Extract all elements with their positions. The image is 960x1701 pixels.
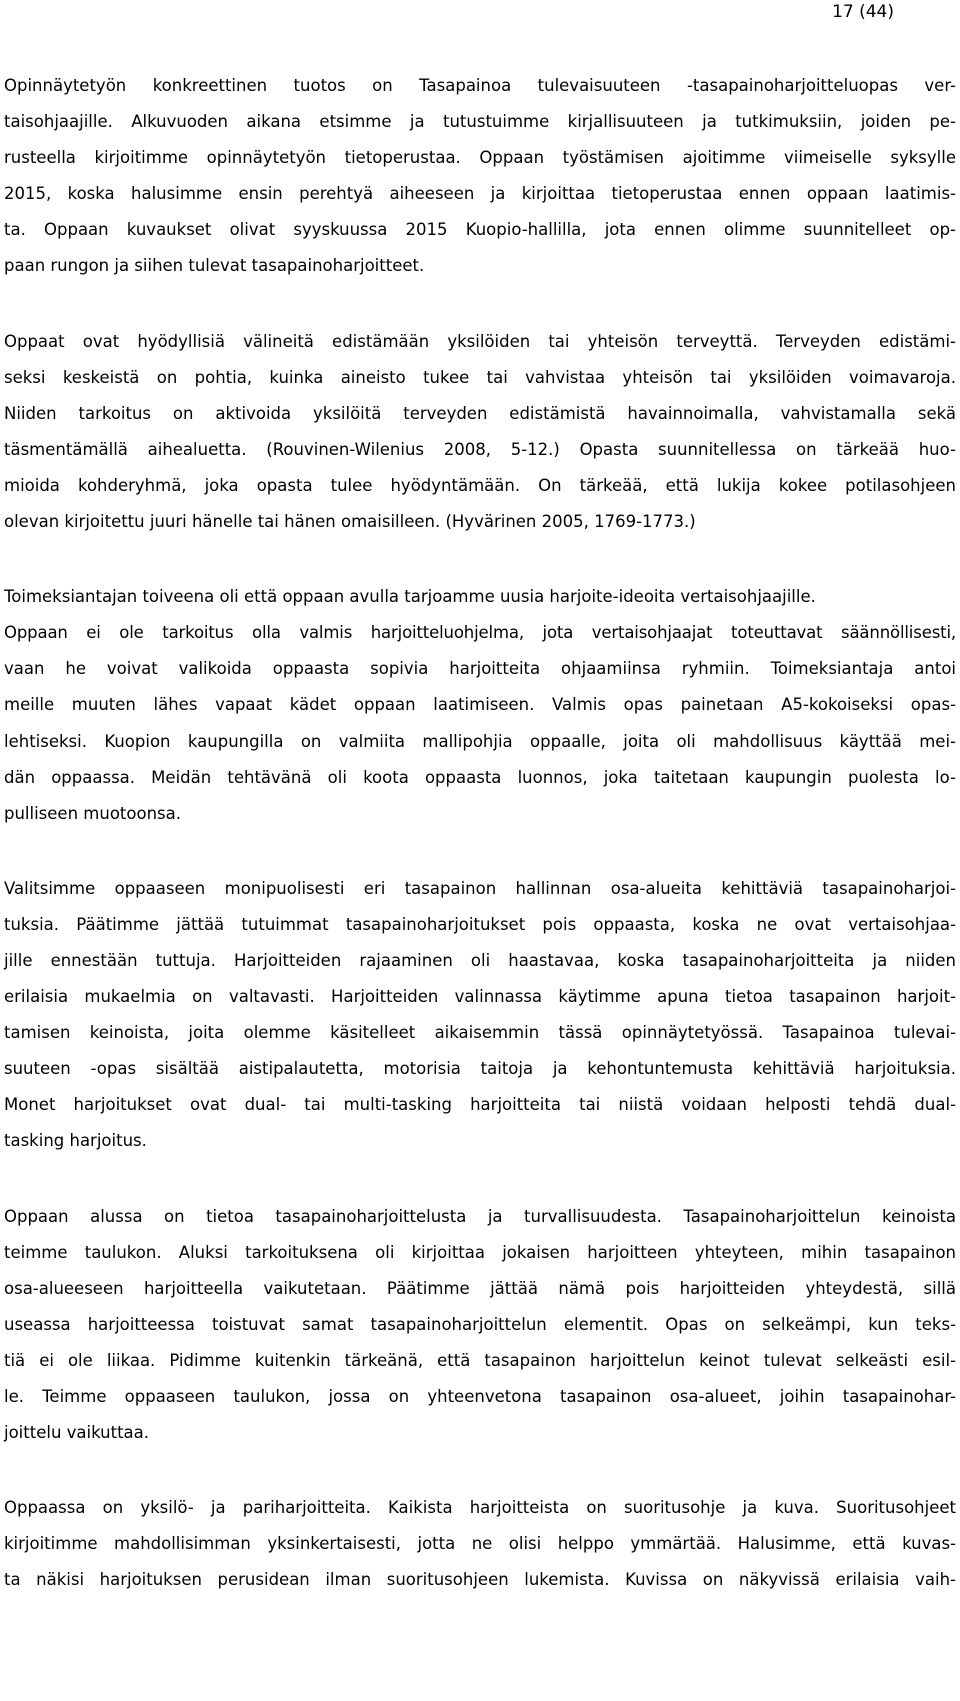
text-line: jille ennestään tuttuja. Harjoitteiden rajaaminen oli haastavaa, koska tasapainoharjoitteita ja niiden [4, 950, 956, 970]
text-line: teimme taulukon. Aluksi tarkoituksena oli kirjoittaa jokaisen harjoitteen yhteyteen, mihin tasapainon [4, 1242, 956, 1262]
text-line: erilaisia mukaelmia on valtavasti. Harjoitteiden valinnassa käytimme apuna tietoa tasapainon harjoit- [4, 987, 956, 1007]
paragraph-2 [4, 324, 956, 541]
text-line: meille muuten lähes vapaat kädet oppaan laatimiseen. Valmis opas painetaan A5-kokoiseksi opas- [4, 695, 956, 715]
text-line: täsmentämällä aihealuetta. (Rouvinen-Wilenius 2008, 5-12.) Opasta suunnitellessa on tärkeää huo- [4, 439, 956, 459]
text-line: vaan he voivat valikoida oppaasta sopivia harjoitteita ohjaamiinsa ryhmiin. Toimeksiantaja antoi [4, 659, 956, 679]
text-line: Opinnäytetyön konkreettinen tuotos on Tasapainoa tulevaisuuteen -tasapainoharjoitteluopas ver- [4, 76, 956, 95]
text-line: tuksia. Päätimme jättää tutuimmat tasapainoharjoitukset pois oppaasta, koska ne ovat vertaisohjaa- [4, 914, 956, 934]
text-line: joittelu vaikuttaa. [4, 1423, 150, 1443]
text-line: olevan kirjoitettu juuri hänelle tai hänen omaisilleen. (Hyvärinen 2005, 1769-1773.) [4, 512, 696, 532]
text-line: taisohjaajille. Alkuvuoden aikana etsimme ja tutustuimme kirjallisuuteen ja tutkimuksiin, joiden pe- [4, 112, 956, 132]
text-line: useassa harjoitteessa toistuvat samat tasapainoharjoittelun elementit. Opas on selkeämpi, kun teks- [4, 1314, 956, 1334]
text-line: 2015, koska halusimme ensin perehtyä aiheeseen ja kirjoittaa tietoperustaa ennen oppaan laatimis- [4, 184, 956, 204]
text-line: Toimeksiantajan toiveena oli että oppaan avulla tarjoamme uusia harjoite-ideoita vertaisohjaajille. [4, 587, 816, 607]
text-line: Monet harjoitukset ovat dual- tai multi-tasking harjoitteita tai niistä voidaan helposti tehdä dual- [4, 1095, 956, 1115]
paragraph-1 [4, 68, 956, 285]
text-line: tamisen keinoista, joita olemme käsitelleet aikaisemmin tässä opinnäytetyössä. Tasapainoa tulevai- [4, 1023, 956, 1043]
text-line: Niiden tarkoitus on aktivoida yksilöitä terveyden edistämistä havainnoimalla, vahvistamalla sekä [4, 403, 956, 423]
text-line: lehtiseksi. Kuopion kaupungilla on valmiita mallipohjia oppaalle, joita oli mahdollisuus käyttää mei- [4, 731, 956, 751]
text-line: dän oppaassa. Meidän tehtävänä oli koota oppaasta luonnos, joka taitetaan kaupungin puolesta lo- [4, 767, 956, 787]
text-line: ta näkisi harjoituksen perusidean ilman suoritusohjeen lukemista. Kuvissa on näkyvissä erilaisia vaih- [4, 1570, 956, 1590]
text-line: seksi keskeistä on pohtia, kuinka aineisto tukee tai vahvistaa yhteisön tai yksilöiden voimavaroja. [4, 367, 956, 387]
text-line: le. Teimme oppaaseen taulukon, jossa on yhteenvetona tasapainon osa-alueet, joihin tasapainohar- [4, 1387, 956, 1406]
paragraph-4 [4, 871, 956, 1160]
text-line: rusteella kirjoitimme opinnäytetyön tietoperustaa. Oppaan työstämisen ajoitimme viimeiselle syksylle [4, 148, 956, 168]
text-line: tiä ei ole liikaa. Pidimme kuitenkin tärkeänä, että tasapainon harjoittelun keinot tulevat selkeästi esil- [4, 1350, 956, 1370]
text-line: Oppaan ei ole tarkoitus olla valmis harjoitteluohjelma, jota vertaisohjaajat toteuttavat säännöllisesti, [4, 623, 956, 643]
text-line: suuteen -opas sisältää aistipalautetta, motorisia taitoja ja kehontuntemusta kehittäviä harjoituksia. [4, 1059, 956, 1079]
page-number: 17 (44) [832, 2, 894, 22]
paragraph-3 [4, 579, 956, 832]
text-line: Oppaan alussa on tietoa tasapainoharjoittelusta ja turvallisuudesta. Tasapainoharjoittelun keinoista [4, 1206, 956, 1226]
text-line: Valitsimme oppaaseen monipuolisesti eri tasapainon hallinnan osa-alueita kehittäviä tasapainoharjoi- [4, 878, 956, 898]
text-line: kirjoitimme mahdollisimman yksinkertaisesti, jotta ne olisi helppo ymmärtää. Halusimme, että kuvas- [4, 1534, 956, 1554]
paragraph-5 [4, 1199, 956, 1452]
text-line: osa-alueeseen harjoitteella vaikutetaan. Päätimme jättää nämä pois harjoitteiden yhteydestä, sillä [4, 1278, 956, 1298]
document-body [4, 68, 956, 1598]
paragraph-6 [4, 1490, 956, 1598]
text-line: Oppaassa on yksilö- ja pariharjoitteita. Kaikista harjoitteista on suoritusohje ja kuva. Suoritusohjeet [4, 1498, 956, 1518]
text-line: tasking harjoitus. [4, 1131, 147, 1151]
text-line: mioida kohderyhmä, joka opasta tulee hyödyntämään. On tärkeää, että lukija kokee potilasohjeen [4, 475, 956, 495]
text-line: pulliseen muotoonsa. [4, 803, 181, 823]
text-line: paan rungon ja siihen tulevat tasapainoharjoitteet. [4, 256, 425, 276]
text-line: ta. Oppaan kuvaukset olivat syyskuussa 2015 Kuopio-hallilla, jota ennen olimme suunnitelleet op- [4, 220, 956, 240]
text-line: Oppaat ovat hyödyllisiä välineitä edistämään yksilöiden tai yhteisön terveyttä. Terveyden edistämi- [4, 331, 956, 351]
